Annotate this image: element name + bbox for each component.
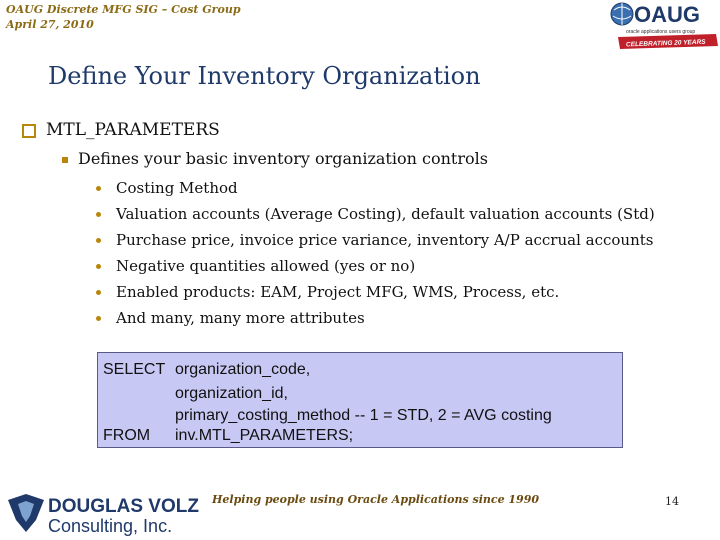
list-item: Purchase price, invoice price variance, inventory A/P accrual accounts — [96, 227, 655, 253]
hollow-square-bullet-icon — [22, 124, 36, 138]
sql-line-3: primary_costing_method -- 1 = STD, 2 = AVG costing — [175, 407, 552, 424]
list-item: Valuation accounts (Average Costing), default valuation accounts (Std) — [96, 201, 655, 227]
sql-line-4: inv.MTL_PARAMETERS; — [175, 427, 354, 444]
page-number: 14 — [665, 495, 679, 508]
slide-title: Define Your Inventory Organization — [48, 62, 481, 90]
list-item: Negative quantities allowed (yes or no) — [96, 253, 655, 279]
list-item: Enabled products: EAM, Project MFG, WMS, Process, etc. — [96, 279, 655, 305]
dot-bullet-icon — [96, 238, 101, 243]
oaug-wordmark: OAUG — [634, 2, 700, 27]
footer-tagline: Helping people using Oracle Applications since 1990 — [212, 493, 540, 506]
oaug-banner: CELEBRATING 20 YEARS — [625, 38, 706, 49]
filled-square-bullet-icon — [62, 157, 68, 163]
slide-header — [6, 2, 241, 32]
sql-line-2: organization_id, — [175, 385, 288, 402]
header-line-1: OAUG Discrete MFG SIG – Cost Group — [6, 3, 241, 16]
douglas-volz-logo — [4, 490, 204, 538]
dot-bullet-icon — [96, 264, 101, 269]
dot-bullet-icon — [96, 290, 101, 295]
oaug-tagline: oracle applications users group — [626, 29, 696, 35]
bullet-level-1-text: MTL_PARAMETERS — [46, 120, 220, 140]
dv-logo-line-2: Consulting, Inc. — [48, 516, 173, 536]
sql-code-box — [97, 352, 623, 448]
oaug-logo — [608, 0, 720, 52]
bullet-level-2-text: Defines your basic inventory organization controls — [78, 149, 488, 168]
list-item: And many, many more attributes — [96, 305, 655, 331]
dot-bullet-icon — [96, 316, 101, 321]
header-line-2: April 27, 2010 — [6, 18, 94, 31]
list-item: Costing Method — [96, 175, 655, 201]
sql-line-1: organization_code, — [175, 361, 311, 378]
dv-logo-line-1: DOUGLAS VOLZ — [48, 496, 199, 517]
bullet-level-2 — [62, 149, 488, 168]
sql-select-keyword: SELECT — [103, 361, 166, 378]
bullet-level-1 — [22, 120, 220, 140]
dot-bullet-icon — [96, 186, 101, 191]
sql-from-keyword: FROM — [103, 427, 151, 444]
bullet-level-3-list — [96, 175, 655, 331]
dot-bullet-icon — [96, 212, 101, 217]
